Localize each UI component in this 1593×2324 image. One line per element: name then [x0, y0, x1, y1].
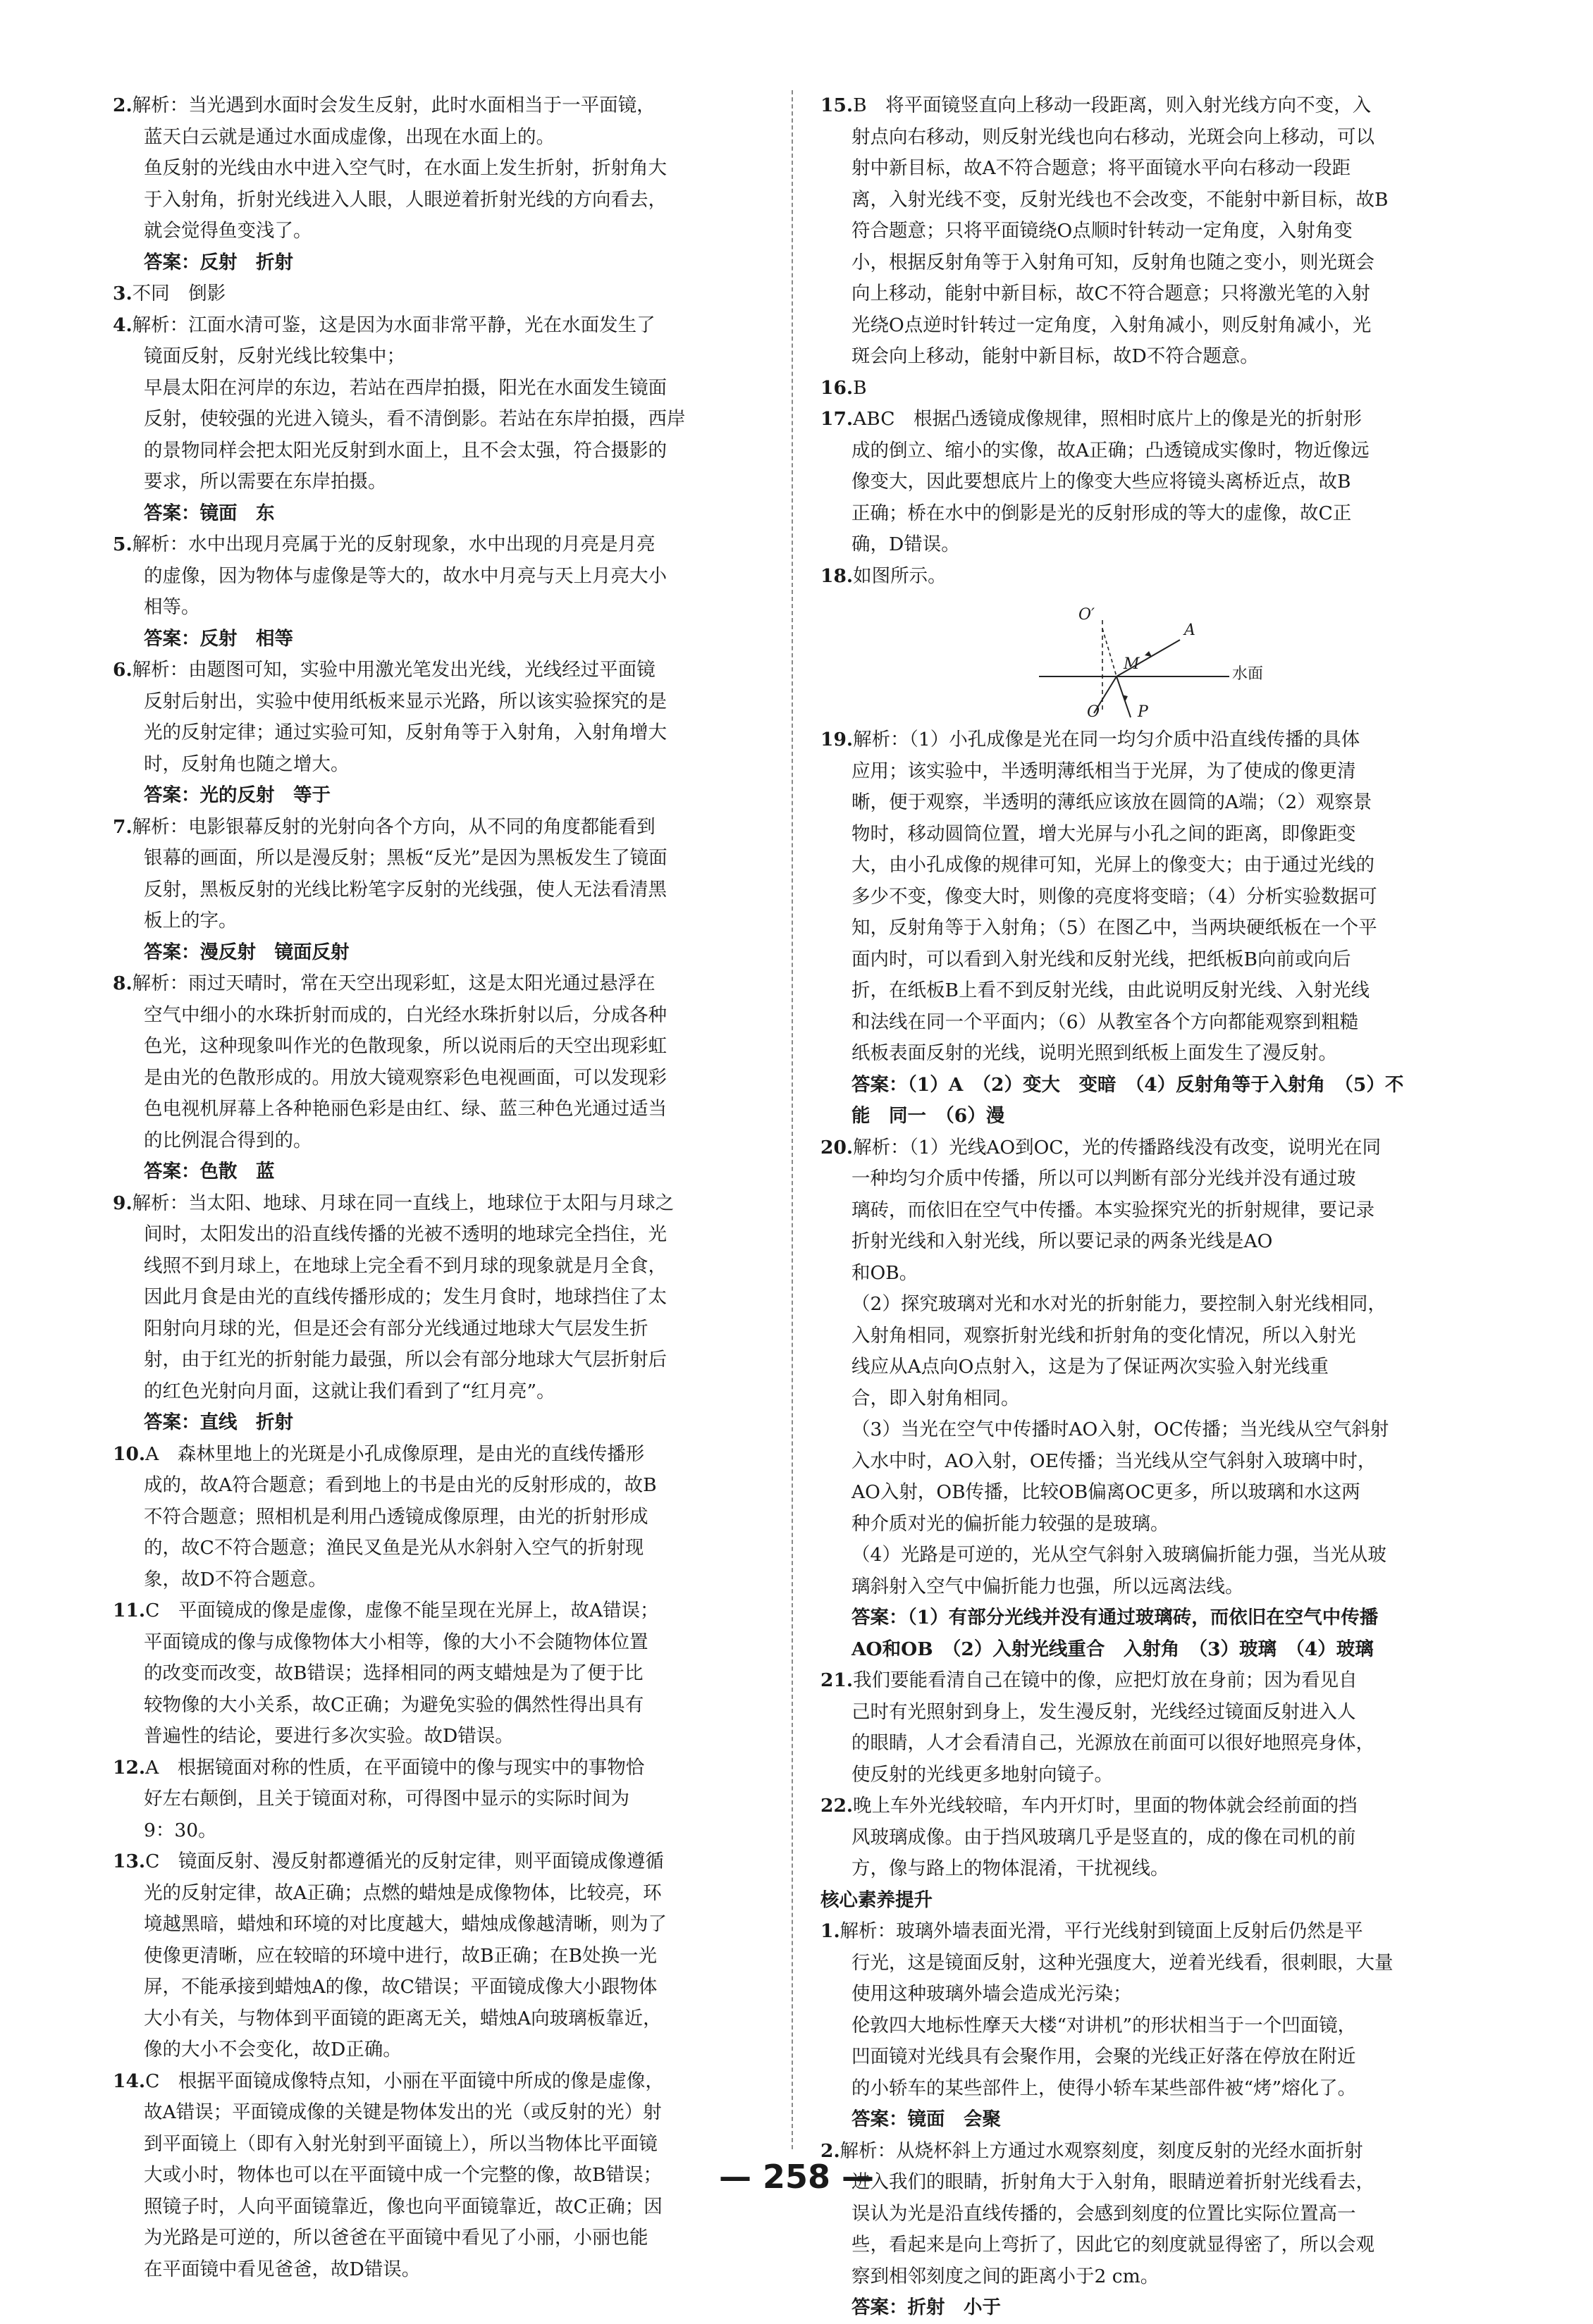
item-text: 象，故D不符合题意。: [144, 1568, 327, 1590]
item-text: 早晨太阳在河岸的东边，若站在西岸拍摄，阳光在水面发生镜面: [144, 376, 667, 399]
answer-line: 答案：（1）有部分光线并没有通过玻璃砖，而依旧在空气中传播: [851, 1607, 1379, 1628]
item-number: 18.: [820, 564, 854, 587]
item-text: 光绕O点逆时针转过一定角度，入射角减小，则反射角减小，光: [851, 314, 1372, 336]
label-o-prime: O′: [1078, 606, 1095, 624]
item-text: 光的反射定律；通过实验可知，反射角等于入射角，入射角增大: [144, 722, 667, 743]
arrow-head: [1122, 695, 1128, 702]
answer-item: [820, 1791, 1499, 1885]
item-text: 我们要能看清自己在镜中的像，应把灯放在身前；因为看见自: [853, 1669, 1358, 1691]
item-text: 合，即入射角相同。: [851, 1387, 1020, 1409]
item-text: C 平面镜成的像是虚像，虚像不能呈现在光屏上，故A错误；: [145, 1600, 659, 1621]
item-text: 较物像的大小关系，故C正确；为避免实验的偶然性得出具有: [144, 1693, 644, 1716]
answer-line: 答案：折射 小于: [851, 2297, 1001, 2318]
column-divider: [792, 90, 793, 2149]
item-text: C 根据平面镜成像特点知，小丽在平面镜中所成的像是虚像，: [145, 2070, 664, 2092]
item-text: 时，反射角也随之增大。: [144, 753, 350, 775]
label-m: M: [1124, 655, 1140, 673]
answer-item: [113, 1753, 791, 1847]
answer-item: [113, 968, 791, 1188]
item-text: 于入射角，折射光线进入人眼，人眼逆着折射光线的方向看去，: [144, 188, 667, 211]
item-text: 和法线在同一个平面内；（6）从教室各个方向都能观察到粗糙: [851, 1010, 1359, 1033]
item-number: 1.: [820, 1920, 840, 1942]
item-text: 晰，便于观察，半透明的薄纸应该放在圆筒的A端；（2）观察景: [851, 791, 1372, 813]
item-text: 射中新目标，故A不符合题意；将平面镜水平向右移动一段距: [851, 157, 1351, 179]
section-heading: 核心素养提升: [820, 1889, 933, 1911]
answer-item: [113, 90, 791, 278]
item-text: 解析：当太阳、地球、月球在同一直线上，地球位于太阳与月球之: [132, 1192, 675, 1214]
item-text: ABC 根据凸透镜成像规律，照相时底片上的像是光的折射形: [853, 408, 1362, 430]
item-text: 蓝天白云就是通过水面成虚像，出现在水面上的。: [144, 125, 555, 148]
item-text: 线照不到月球上，在地球上完全看不到月球的现象就是月全食，: [144, 1254, 667, 1277]
item-text: B: [853, 376, 867, 399]
answer-line: 答案：反射 折射: [144, 251, 293, 273]
item-number: 10.: [113, 1442, 146, 1465]
item-text: 伦敦四大地标性摩天大楼“对讲机”的形状相当于一个凹面镜，: [851, 2014, 1357, 2036]
item-text: 照镜子时，人向平面镜靠近，像也向平面镜靠近，故C正确；因: [144, 2195, 663, 2218]
item-text: 纸板表面反射的光线，说明光照到纸板上面发生了漫反射。: [851, 1042, 1337, 1064]
item-text: （3）当光在空气中传播时AO入射，OC传播；当光线从空气斜射: [851, 1418, 1389, 1440]
item-text: 的小轿车的某些部件上，使得小轿车某些部件被“烤”熔化了。: [851, 2077, 1357, 2099]
item-text: 反射后射出，实验中使用纸板来显示光路，所以该实验探究的是: [144, 690, 667, 712]
item-text: 故A错误；平面镜成像的关键是物体发出的光（或反射的光）射: [144, 2101, 662, 2123]
item-text: 阳射向月球的光，但是还会有部分光线通过地球大气层发生折: [144, 1317, 648, 1340]
item-text: 到平面镜上（即有入射光射到平面镜上），所以当物体比平面镜: [144, 2132, 658, 2155]
item-text: 成的，故A符合题意；看到地上的书是由光的反射形成的，故B: [144, 1474, 657, 1496]
item-text: 璃砖，而依旧在空气中传播。本实验探究光的折射规律，要记录: [851, 1199, 1374, 1221]
item-number: 5.: [113, 533, 133, 555]
answer-line: 答案：镜面 东: [144, 502, 275, 524]
item-text: 的眼睛，人才会看清自己，光源放在前面可以很好地照亮身体，: [851, 1732, 1374, 1754]
label-o: O: [1087, 703, 1100, 721]
item-text: 使反射的光线更多地射向镜子。: [851, 1763, 1113, 1786]
page-number: — 258 —: [718, 2158, 875, 2196]
answer-line: 答案：漫反射 镜面反射: [144, 941, 350, 963]
item-text: 就会觉得鱼变浅了。: [144, 220, 312, 242]
item-text: 是由光的色散形成的。用放大镜观察彩色电视画面，可以发现彩: [144, 1066, 667, 1089]
item-text: 使像更清晰，应在较暗的环境中进行，故B正确；在B处换一光: [144, 1944, 657, 1967]
item-text: 普遍性的结论，要进行多次实验。故D错误。: [144, 1725, 514, 1747]
item-text: 解析：（1）光线AO到OC，光的传播路线没有改变，说明光在同: [853, 1136, 1382, 1158]
item-text: 进入我们的眼睛，折射角大于入射角，眼睛逆着折射光线看去，: [851, 2171, 1374, 2193]
item-text: 己时有光照射到身上，发生漫反射，光线经过镜面反射进入人: [851, 1700, 1356, 1723]
item-text: B 将平面镜竖直向上移动一段距离，则入射光线方向不变，入: [853, 94, 1372, 116]
item-text: 色光，这种现象叫作光的色散现象，所以说雨后的天空出现彩虹: [144, 1035, 667, 1057]
item-text: 些，看起来是向上弯折了，因此它的刻度就显得密了，所以会观: [851, 2234, 1374, 2256]
answer-item: [820, 561, 1499, 725]
answer-line: 能 同一 （6）漫: [851, 1105, 1005, 1127]
item-number: 9.: [113, 1192, 133, 1214]
item-text: 离，入射光线不变，反射光线也不会改变，不能射中新目标，故B: [851, 188, 1389, 211]
item-number: 3.: [113, 283, 133, 304]
item-text: 板上的字。: [144, 910, 238, 932]
item-text: 反射，黑板反射的光线比粉笔字反射的光线强，使人无法看清黑: [144, 878, 667, 901]
item-text: 在平面镜中看见爸爸，故D错误。: [144, 2258, 421, 2280]
item-text: AO入射，OB传播，比较OB偏离OC更多，所以玻璃和水这两: [851, 1481, 1360, 1503]
item-text: 色电视机屏幕上各种艳丽色彩是由红、绿、蓝三种色光通过适当: [144, 1098, 667, 1120]
item-text: A 森林里地上的光斑是小孔成像原理，是由光的直线传播形: [145, 1442, 645, 1465]
item-text: 为光路是可逆的，所以爸爸在平面镜中看见了小丽，小丽也能: [144, 2227, 648, 2249]
answer-item: [113, 812, 791, 969]
item-text: 不同 倒影: [132, 283, 226, 304]
answer-item: [113, 655, 791, 812]
answer-line: AO和OB （2）入射光线重合 入射角 （3）玻璃 （4）玻璃: [851, 1638, 1374, 1660]
arrow-head: [1145, 651, 1152, 657]
item-number: 22.: [820, 1795, 854, 1817]
item-text: 要求，所以需要在东岸拍摄。: [144, 471, 387, 493]
item-text: 空气中细小的水珠折射而成的，白光经水珠折射以后，分成各种: [144, 1003, 667, 1026]
item-text: 方，像与路上的物体混淆，干扰视线。: [851, 1858, 1169, 1879]
item-text: 射，由于红光的折射能力最强，所以会有部分地球大气层折射后: [144, 1349, 667, 1371]
item-text: 解析：江面水清可鉴，这是因为水面非常平静，光在水面发生了: [132, 314, 656, 336]
item-text: 正确；桥在水中的倒影是光的反射形成的等大的虚像，故C正: [851, 502, 1352, 524]
item-number: 15.: [820, 94, 854, 116]
ray-diagram-svg: [1018, 592, 1314, 724]
answer-item: [113, 1595, 791, 1753]
item-text: 入水中时，AO入射，OE传播；当光线从空气斜射入玻璃中时，: [851, 1450, 1377, 1472]
item-text: 符合题意；只将平面镜绕O点顺时针转动一定角度，入射角变: [851, 220, 1353, 242]
item-text: 确，D错误。: [851, 533, 960, 555]
item-text: 折射光线和入射光线，所以要记录的两条光线是AO: [851, 1230, 1273, 1252]
answer-item: [820, 1132, 1499, 1666]
item-text: 使用这种玻璃外墙会造成光污染；: [851, 1983, 1132, 2005]
item-text: 解析：电影银幕反射的光射向各个方向，从不同的角度都能看到: [132, 815, 656, 838]
item-text: 解析：由题图可知，实验中用激光笔发出光线，光线经过平面镜: [132, 659, 656, 681]
answer-line: 答案：反射 相等: [144, 627, 293, 650]
item-text: 因此月食是由光的直线传播形成的；发生月食时，地球挡住了太: [144, 1286, 667, 1308]
item-text: 凹面镜对光线具有会聚作用，会聚的光线正好落在停放在附近: [851, 2046, 1356, 2068]
answer-item: [113, 1439, 791, 1596]
answer-item: [820, 1916, 1499, 2136]
item-number: 6.: [113, 659, 133, 681]
item-text: 解析：雨过天晴时，常在天空出现彩虹，这是太阳光通过悬浮在: [132, 972, 656, 994]
item-text: 银幕的画面，所以是漫反射；黑板“反光”是因为黑板发生了镜面: [144, 847, 668, 869]
item-text: 的虚像，因为物体与虚像是等大的，故水中月亮与天上月亮大小: [144, 564, 667, 587]
item-text: 面内时，可以看到入射光线和反射光线，把纸板B向前或向后: [851, 948, 1351, 970]
item-number: 4.: [113, 314, 133, 336]
item-text: 像的大小不会变化，故D正确。: [144, 2039, 402, 2060]
item-text: 一种均匀介质中传播，所以可以判断有部分光线并没有通过玻: [851, 1168, 1356, 1189]
item-number: 7.: [113, 815, 133, 838]
item-text: C 镜面反射、漫反射都遵循光的反射定律，则平面镜成像遵循: [145, 1850, 664, 1872]
item-text: 不符合题意；照相机是利用凸透镜成像原理，由光的折射形成: [144, 1505, 648, 1528]
item-text: 折，在纸板B上看不到反射光线，由此说明反射光线、入射光线: [851, 979, 1370, 1001]
item-text: 大或小时，物体也可以在平面镜中成一个完整的像，故B错误；: [144, 2164, 662, 2186]
item-number: 2.: [113, 94, 133, 116]
right-column: [820, 90, 1499, 2324]
item-text: 好左右颠倒，且关于镜面对称，可得图中显示的实际时间为: [144, 1788, 629, 1810]
item-text: 成的倒立、缩小的实像，故A正确；凸透镜成实像时，物近像远: [851, 439, 1370, 462]
item-text: 斑会向上移动，能射中新目标，故D不符合题意。: [851, 345, 1259, 367]
item-text: 知，反射角等于入射角；（5）在图乙中，当两块硬纸板在一个平: [851, 917, 1377, 939]
item-text: 小，根据反射角等于入射角可知，反射角也随之变小，则光斑会: [851, 251, 1374, 273]
item-text: 璃斜射入空气中偏折能力也强，所以远离法线。: [851, 1575, 1244, 1597]
item-number: 11.: [113, 1600, 146, 1621]
answer-line: 答案：光的反射 等于: [144, 784, 331, 806]
item-text: 反射，使较强的光进入镜头，看不清倒影。若站在东岸拍摄，西岸: [144, 408, 686, 430]
item-text: 解析：玻璃外墙表面光滑，平行光线射到镜面上反射后仍然是平: [839, 1920, 1363, 1942]
item-text: 大，由小孔成像的规律可知，光屏上的像变大；由于通过光线的: [851, 854, 1374, 876]
item-text: 向上移动，能射中新目标，故C不符合题意；只将激光笔的入射: [851, 283, 1370, 304]
answer-item: [820, 90, 1499, 373]
item-text: 鱼反射的光线由水中进入空气时，在水面上发生折射，折射角大: [144, 157, 667, 179]
answer-item: [820, 1665, 1499, 1791]
item-text: 解析：当光遇到水面时会发生反射，此时水面相当于一平面镜，: [132, 94, 656, 116]
answer-line: 答案：色散 蓝: [144, 1161, 275, 1182]
answer-item: [820, 373, 1499, 404]
item-text: 物时，移动圆筒位置，增大光屏与小孔之间的距离，即像距变: [851, 822, 1356, 845]
item-number: 12.: [113, 1756, 146, 1779]
left-column: [113, 90, 791, 2285]
item-number: 21.: [820, 1669, 854, 1691]
item-text: 9：30。: [144, 1819, 217, 1841]
item-text: 解析：水中出现月亮属于光的反射现象，水中出现的月亮是月亮: [132, 533, 656, 555]
answer-item: [820, 724, 1499, 1132]
label-water-surface: 水面: [1232, 665, 1264, 683]
item-text: 相等。: [144, 596, 200, 618]
virtual-ray: [1102, 629, 1117, 676]
item-number: 19.: [820, 729, 854, 750]
reflection-refraction-figure: [1018, 592, 1314, 724]
answer-item: [113, 310, 791, 530]
item-text: 晚上车外光线较暗，车内开灯时，里面的物体就会经前面的挡: [853, 1795, 1358, 1817]
item-text: 解析：（1）小孔成像是光在同一均匀介质中沿直线传播的具体: [853, 729, 1360, 750]
answer-line: 答案：镜面 会聚: [851, 2108, 1001, 2130]
item-number: 16.: [820, 376, 854, 399]
item-text: 大小有关，与物体到平面镜的距离无关，蜡烛A向玻璃板靠近，: [144, 2007, 662, 2029]
item-text: 的红色光射向月面，这就让我们看到了“红月亮”。: [144, 1380, 555, 1402]
item-text: 屏，不能承接到蜡烛A的像，故C错误；平面镜成像大小跟物体: [144, 1976, 658, 1998]
item-text: 的比例混合得到的。: [144, 1129, 312, 1151]
answer-item: [113, 278, 791, 310]
answer-line: 答案：直线 折射: [144, 1411, 293, 1433]
item-number: 17.: [820, 408, 854, 430]
item-text: 射点向右移动，则反射光线也向右移动，光斑会向上移动，可以: [851, 125, 1374, 148]
answer-item: [820, 404, 1499, 561]
item-text: 解析：从烧杯斜上方通过水观察刻度，刻度反射的光经水面折射: [839, 2139, 1363, 2162]
item-number: 2.: [820, 2139, 840, 2162]
item-text: （2）探究玻璃对光和水对光的折射能力，要控制入射光线相同，: [851, 1293, 1386, 1315]
item-text: 境越黑暗，蜡烛和环境的对比度越大，蜡烛成像越清晰，则为了: [144, 1913, 667, 1935]
answer-line: 答案：（1）A （2）变大 变暗 （4）反射角等于入射角 （5）不: [851, 1073, 1404, 1096]
item-text: 察到相邻刻度之间的距离小于2 cm。: [851, 2265, 1160, 2287]
label-p: P: [1138, 703, 1148, 721]
label-a: A: [1184, 622, 1195, 639]
item-text: 间时，太阳发出的沿直线传播的光被不透明的地球完全挡住，光: [144, 1223, 667, 1245]
item-number: 20.: [820, 1136, 854, 1158]
item-text: 线应从A点向O点射入，这是为了保证两次实验入射光线重: [851, 1356, 1329, 1378]
item-text: （4）光路是可逆的，光从空气斜射入玻璃偏折能力强，当光从玻: [851, 1544, 1386, 1566]
item-text: 如图所示。: [853, 564, 947, 587]
item-text: 行光，这是镜面反射，这种光强度大，逆着光线看，很刺眼，大量: [851, 1951, 1394, 1974]
item-text: 的景物同样会把太阳光反射到水面上，且不会太强，符合摄影的: [144, 439, 667, 462]
item-text: 应用；该实验中，半透明薄纸相当于光屏，为了使成的像更清: [851, 760, 1356, 782]
item-text: 种介质对光的偏折能力较强的是玻璃。: [851, 1512, 1169, 1535]
item-text: 误认为光是沿直线传播的，会感到刻度的位置比实际位置高一: [851, 2202, 1356, 2225]
item-text: 光的反射定律，故A正确；点燃的蜡烛是成像物体，比较亮，环: [144, 1881, 662, 1904]
item-text: 的，故C不符合题意；渔民叉鱼是光从水斜射入空气的折射现: [144, 1537, 644, 1559]
item-number: 8.: [113, 972, 133, 994]
item-text: 风玻璃成像。由于挡风玻璃几乎是竖直的，成的像在司机的前: [851, 1826, 1356, 1848]
item-text: A 根据镜面对称的性质，在平面镜中的像与现实中的事物恰: [145, 1756, 645, 1779]
item-text: 像变大，因此要想底片上的像变大些应将镜头离桥近点，故B: [851, 471, 1351, 493]
item-text: 和OB。: [851, 1261, 918, 1284]
answer-item: [113, 1188, 791, 1439]
item-text: 多少不变，像变大时，则像的亮度将变暗；（4）分析实验数据可: [851, 885, 1377, 908]
item-text: 入射角相同，观察折射光线和折射角的变化情况，所以入射光: [851, 1324, 1356, 1347]
item-text: 镜面反射，反射光线比较集中；: [144, 345, 405, 367]
answer-item: [113, 529, 791, 655]
item-text: 平面镜成的像与成像物体大小相等，像的大小不会随物体位置: [144, 1631, 648, 1653]
item-number: 14.: [113, 2070, 146, 2092]
item-number: 13.: [113, 1850, 146, 1872]
item-text: 的改变而改变，故B错误；选择相同的两支蜡烛是为了便于比: [144, 1662, 644, 1684]
answer-item: [113, 1846, 791, 2066]
